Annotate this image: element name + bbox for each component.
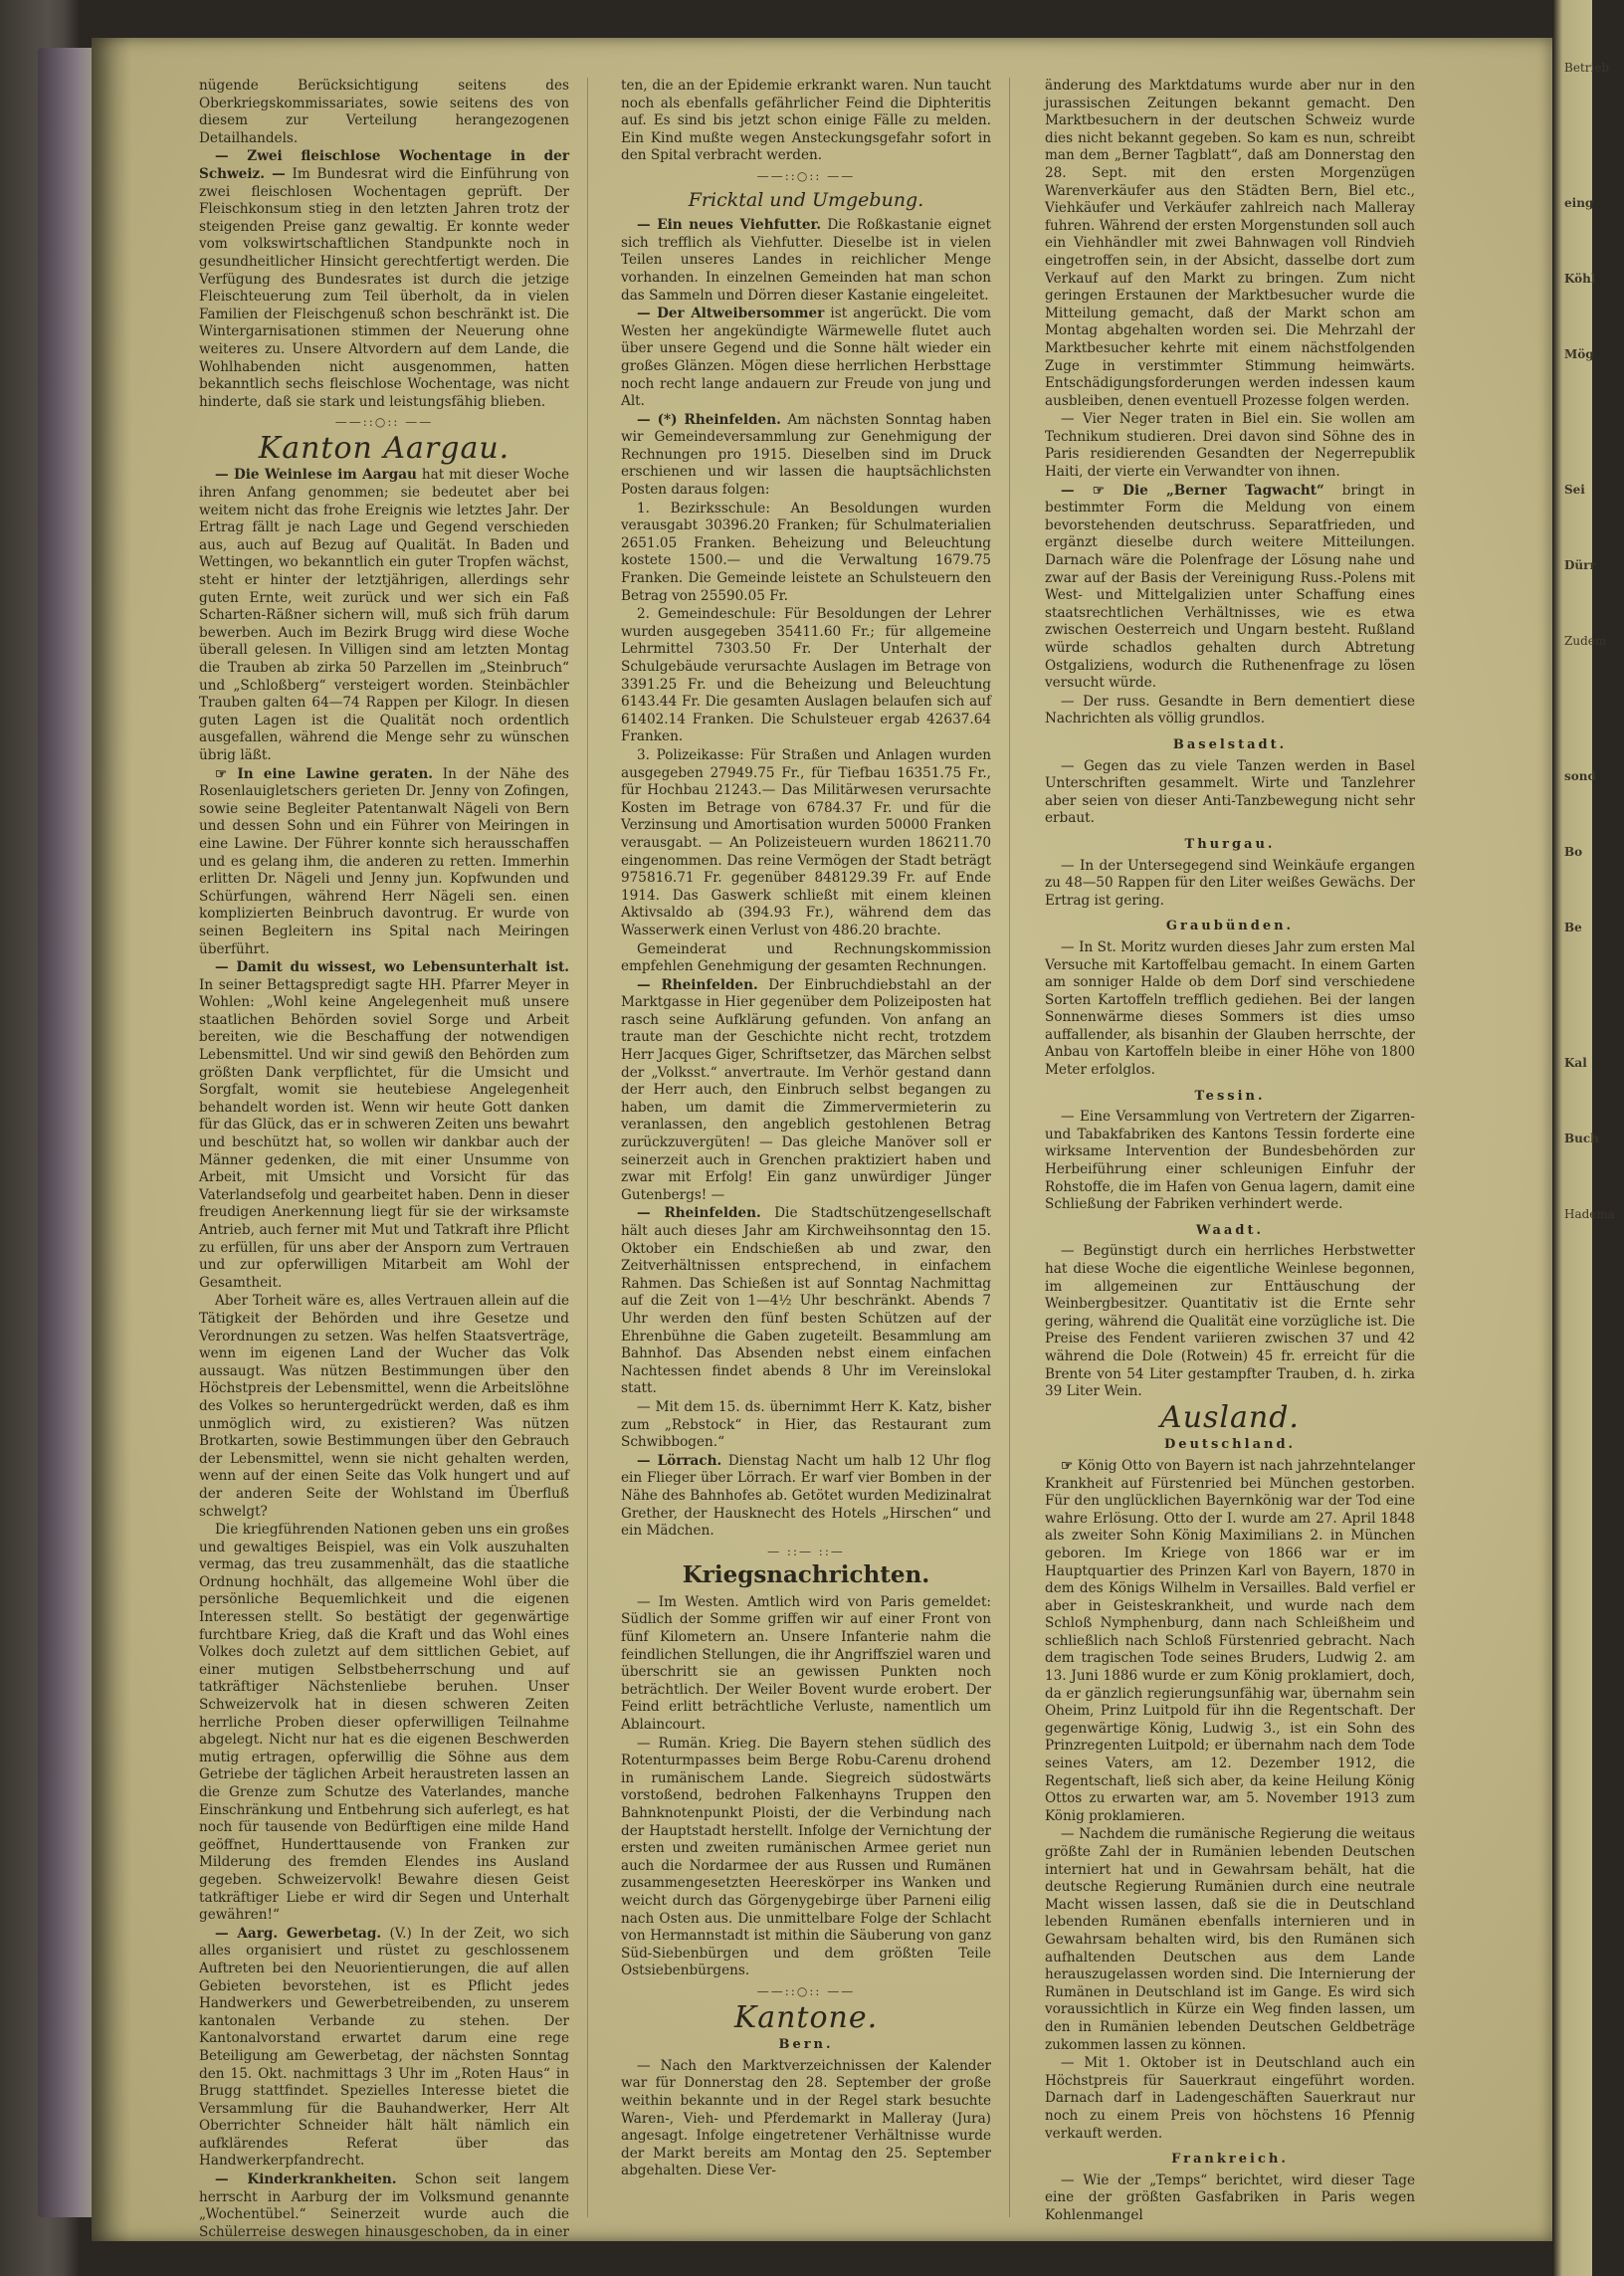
article-text: 1. Bezirksschule: An Besoldungen wurden verausgabt 30396.20 Franken; für Schulmaterialien 2651.05 Franken. Beheizung und Beleuchtung kostete 1500.— und die Verwaltung 1679.75 Franken. Die Gemeinde leistete an Schulsteuern den Betrag von 25590.05 Fr. xyxy=(621,500,991,604)
subsection-heading: Graubünden. xyxy=(1165,919,1295,934)
book-spine xyxy=(38,48,98,2217)
adjacent-page-fragment: Sei xyxy=(1564,483,1585,497)
adjacent-page-fragment: Betrieb xyxy=(1564,61,1610,75)
column-rule xyxy=(587,78,588,2217)
section-separator: — ::— ::— xyxy=(767,1544,845,1558)
article-lead: — Rheinfelden. xyxy=(637,1205,761,1222)
article-text xyxy=(199,1926,569,2171)
section-heading: Kantone. xyxy=(733,1999,879,2035)
adjacent-page-edge xyxy=(1552,0,1615,2276)
adjacent-page-fragment: Buch xyxy=(1564,1132,1599,1145)
subsection-heading: Baselstadt. xyxy=(1172,736,1288,752)
article-text: — Vier Neger traten in Biel ein. Sie wollen am Technikum studieren. Drei davon sind Söhne des in Paris residierenden Gesandten der Negerrepublik Haiti, der vierte ein Verwandter von ihnen. xyxy=(1045,411,1415,481)
article-text xyxy=(199,467,569,764)
article-lead: — Die Weinlese im Aargau xyxy=(215,467,417,484)
article-lead: — Damit du wissest, wo Lebensunterhalt ist. xyxy=(215,959,569,976)
article-text: ten, die an der Epidemie erkrankt waren. Nun taucht noch als ebenfalls gefährlicher Feind die Diphteritis auf. Es sind bis jetzt schon einige Fälle zu melden. Ein Kind mußte wegen Ansteckungsgefahr sofort in den Spital verbracht werden. xyxy=(621,78,991,164)
article-lead: — Ein neues Viehfutter. xyxy=(637,217,822,234)
article-lead: ☞ In eine Lawine geraten. xyxy=(215,765,433,782)
column-1 xyxy=(199,78,570,2258)
article-body: In seiner Bettagspredigt sagte HH. Pfarrer Meyer in Wohlen: „Wohl keine Angelegenheit muß unsere staatlichen Behörden soviel Sorge und Arbeit bereiten, wie die Beschaffung der notwendigen Lebensmittel. Und wir sind gewiß den Behörden zum größten Dank verpflichtet, für die Umsicht und Sorgfalt, womit sie heutebiese Angelegenheit behandelt worden ist. Wenn wir heute Gott danken für das Glück, das er in schweren Zeiten uns bewahrt und beschützt hat, so wollen wir dankbar auch der Männer gedenken, die mit einer Unsumme von Arbeit, mit Umsicht und Vorsicht für das Vaterlandsefolg und gearbeitet haben. Denn in dieser freudigen Anerkennung liegt für sie der wirksamste Antrieb, auch ferner mit Mut und Tatkraft ihre Pflicht zu erfüllen, für uns aber der Ansporn zum Vertrauen und zur opferwilligen Mitarbeit am Wohl der Gesamtheit. xyxy=(199,976,569,1291)
article-body: Der Einbruchdiebstahl an der Marktgasse in Hier gegenüber dem Polizeiposten hat rasch seine Aufklärung gefunden. Von anfang an traute man der Geschichte nicht recht, trotzdem Herr Jacques Giger, Schriftsetzer, das Märchen selbst der „Volksst.“ anvertraute. Im Verhör gestand dann der Herr auch, den Einbruch selbst begangen zu haben, um damit die Zimmervermieterin zu veranlassen, den angeblich gestohlenen Betrag zurückzuvergüten! — Das gleiche Manöver soll er seinerzeit auch in Grenchen praktiziert haben und zwar mit Erfolg! Ein ganz unwürdiger Jünger Gutenbergs! — xyxy=(621,976,991,1203)
article-lead: — (*) Rheinfelden. xyxy=(637,411,781,428)
article-text: — Nach den Marktverzeichnissen der Kalender war für Donnerstag den 28. September der große weithin bekannte und in der Regel stark besuchte Waren-, Vieh- und Pferdemarkt in Malleray (Jura) angesagt. Infolge eingetretener Verhältnisse wurde der Markt bereits am Montag den 25. September abgehalten. Diese Ver- xyxy=(621,2057,991,2179)
article-lead: — Kinderkrankheiten. xyxy=(215,2172,397,2188)
article-text xyxy=(199,766,569,959)
article-text: — In St. Moritz wurden dieses Jahr zum ersten Mal Versuche mit Kartoffelbau gemacht. In einem Garten am sonniger Halde ob dem Dorf sind verschiedene Sorten Kartoffeln trefflich gediehen. Bei der langen Sonnenwärme dieses Sommers ist dies umso auffallender, als bisanhin der Glauben herrschte, der Anbau von Kartoffeln bleibe in einer Höhe von 1800 Meter erfolglos. xyxy=(1045,938,1415,1079)
article-body: König Otto von Bayern ist nach jahrzehntelanger Krankheit auf Fürstenried bei München gestorben. Für den unglücklichen Bayernkönig war der Tod eine wahre Erlösung. Otto der I. wurde am 27. April 1848 als zweiter Sohn König Maximilians 2. in München geboren. Im Kriege von 1866 war er im Hauptquartier des Prinzen Karl von Bayern, 1870 in dem des Königs Wilhelm in Versailles. Bald verfiel er aber in Geisteskrankheit, und wurde nach dem Schloß Nymphenburg, dann nach Schleißheim und schließlich nach Schloß Fürstenried gebracht. Nach dem tragischen Tode seines Bruders, Ludwig 2. am 13. Juni 1886 wurde er zum König proklamiert, doch, da er gänzlich regierungsunfähig war, übernahm sein Oheim, Prinz Luitpold für ihn die Regentschaft. Der gegenwärtige König, Ludwig 3., ist ein Sohn des Prinzregenten Luitpold; er übernahm nach dem Tode seines Vaters, am 12. Dezember 1912, die Regentschaft, ließ sich aber, da keine Heilung König Ottos zu erwarten war, am 5. November 1913 zum König proklamieren. xyxy=(1045,1457,1415,1824)
article-text xyxy=(199,959,569,1292)
article-text: nügende Berücksichtigung seitens des Oberkriegskommissariates, sowie seitens des von diesem zur Verteilung herangezogenen Detailhandels. xyxy=(199,78,569,146)
column-3 xyxy=(1045,78,1415,2223)
article-text xyxy=(621,306,991,411)
adjacent-page-fragment: Mög xyxy=(1564,347,1594,361)
adjacent-page-fragment: Be xyxy=(1564,921,1582,934)
article-body: hat mit dieser Woche ihren Anfang genommen; sie bedeutet aber bei weitem nicht das frohe Ereignis wie letztes Jahr. Der Ertrag fällt je nach Lage und Gegend verschieden aus, auch auf Bezug auf Qualität. In Baden und Wettingen, wo bekanntlich ein guter Tropfen wächst, steht er hinter der letztjährigen, allerdings sehr guten Ernte, weit zurück und wer sich ein Faß Scharten-Räßner sichern will, muß sich früh darum bewerben. Auch im Bezirk Brugg wird diese Woche überall gelesen. In Villigen sind am letzten Montag die Trauben ab zirka 50 Parzellen im „Steinbruch“ und „Schloßberg“ versteigert worden. Steinbächler Trauben galten 64—74 Rappen per Kilogr. In diesen guten Lagen ist die Qualität noch ordentlich ausgefallen, während die Menge sehr zu wünschen übrig läßt. xyxy=(199,467,570,763)
section-heading: Fricktal und Umgebung. xyxy=(688,188,924,211)
article-lead: — ☞ Die „Berner Tagwacht“ xyxy=(1061,482,1324,499)
pointing-hand-icon: ☞ xyxy=(1061,1457,1074,1474)
article-text xyxy=(621,217,991,305)
page-fold-shadow xyxy=(92,38,131,2241)
adjacent-page-fragment: Köhl xyxy=(1564,272,1596,286)
article-body: Die Stadtschützengesellschaft hält auch dieses Jahr am Kirchweihsonntag den 15. Oktober ein Endschießen ab und zwar, den Zeitverhältnissen entsprechend, in einfachem Rahmen. Das Schießen ist auf Sonntag Nachmittag auf die Zeit von 1—4½ Uhr beschränkt. Abends 7 Uhr werden den fünf besten Schützen auf der Ehrenbühne die Gaben zugeteilt. Besammlung am Bahnhof. Das Absenden nebst einem einfachen Nachtessen findet abends 8 Uhr im Vereinslokal statt. xyxy=(621,1205,991,1397)
article-text xyxy=(621,977,991,1205)
section-heading: Kanton Aargau. xyxy=(258,430,510,466)
adjacent-page-fragments xyxy=(1564,60,1624,1342)
article-text xyxy=(621,1205,991,1398)
adjacent-page-fragment: Dürr xyxy=(1564,558,1596,572)
article-lead: — Rheinfelden. xyxy=(637,976,758,993)
article-body: Dienstag Nacht um halb 12 Uhr flog ein Flieger über Lörrach. Er warf vier Bomben in der Nähe des Bahnhofes ab. Getötet wurden Medizinalrat Grether, der Hausknecht des Hotels „Hirschen“ und ein Mädchen. xyxy=(621,1452,991,1540)
article-text: — Im Westen. Amtlich wird von Paris gemeldet: Südlich der Somme griffen wir auf einer Front von fünf Kilometern an. Unsere Infanterie nahm die feindlichen Stellungen, die ihr Angriffsziel waren und überschritt sie an gewissen Punkten noch beträchtlich. Der Weiler Bovent wurde erobert. Der Feind erlitt beträchtliche Verluste, namentlich um Ablaincourt. xyxy=(621,1593,991,1734)
section-heading: Ausland. xyxy=(1160,1399,1300,1435)
article-text: — Der russ. Gesandte in Bern dementiert diese Nachrichten als völlig grundlos. xyxy=(1045,693,1415,727)
section-separator: ——::○:: —— xyxy=(756,168,856,183)
article-text: 3. Polizeikasse: Für Straßen und Anlagen wurden ausgegeben 27949.75 Fr., für Tiefbau 16351.75 Fr., für Hochbau 21243.— Das Militärwesen verursachte Kosten im Betrage von 6784.37 Fr. und für die Verzinsung und Amortisation wurden 50000 Franken verausgabt. — An Polizeisteuern wurden 186211.70 eingenommen. Das reine Vermögen der Stadt beträgt 975816.71 Fr. gegenüber 848129.39 Fr. auf Ende 1914. Das Gaswerk schließt mit einem kleinen Aktivsaldo ab (394.93 Fr.), während dem das Wasserwerk einen Verlust von 486.20 brachte. xyxy=(621,746,991,938)
column-2 xyxy=(621,78,991,2217)
article-text: — Wie der „Temps“ berichtet, wird dieser Tage eine der größten Gasfabriken in Paris wegen Kohlenmangel xyxy=(1045,2172,1415,2223)
article-lead: — Aarg. Gewerbetag. xyxy=(215,1925,382,1942)
article-body: Die Roßkastanie eignet sich trefflich als Viehfutter. Dieselbe ist in vielen Teilen unseres Landes in reichlicher Menge vorhanden. In einzelnen Gemeinden hat man schon das Sammeln und Dörren dieser Kastanie eingeleitet. xyxy=(621,217,991,304)
article-lead: — Der Altweibersommer xyxy=(637,306,825,322)
section-heading: Kriegsnachrichten. xyxy=(682,1561,930,1589)
article-text: Gemeinderat und Rechnungskommission empfehlen Genehmigung der gesamten Rechnungen. xyxy=(621,940,991,975)
article-body: In der Nähe des Rosenlauigletschers gerieten Dr. Jenny von Zofingen, sowie seine Begleiter Patentanwalt Nägeli von Bern und dessen Sohn und ein Führer von Meiringen in eine Lawine. Der Führer konnte sich herausschaffen und es gelang ihm, die anderen zu retten. Immerhin erlitten Dr. Nägeli und Jenny jun. Kopfwunden und Schürfungen, während Herr Nägeli sen. einen komplizierten Beinbruch davontrug. Er wurde von seinen Begleitern ins Spital nach Meiringen überführt. xyxy=(199,765,569,957)
adjacent-page-fragment: Zudem xyxy=(1564,634,1607,648)
article-lead: — Lörrach. xyxy=(637,1452,722,1469)
article-lead: — Zwei fleischlose Wochentage in der Schweiz. — xyxy=(199,148,569,182)
section-separator: ——::○:: —— xyxy=(334,415,434,430)
article-body: bringt in bestimmter Form die Meldung von einem bevorstehenden deutschruss. Separatfrieden, und ergänzt dieselbe durch weitere Mitteilungen. Darnach wäre die Polenfrage der Lösung nahe und zwar auf der Basis der Vereinigung Russ.-Polens mit West- und Mittelgalizien unter Schaffung eines staatsrechtlichen Verhältnisses, wie es etwa zwischen Oesterreich und Ungarn besteht. Rußland würde schadlos gehalten durch Abtretung Ostgaliziens, wodurch die Ruthenenfrage zu lösen versucht würde. xyxy=(1045,482,1415,692)
article-body: Im Bundesrat wird die Einführung von zwei fleischlosen Wochentagen geprüft. Der Fleischkonsum stieg in den letzten Jahren trotz der steigenden Preise ganz gewaltig. Er konnte weder vom volkswirtschaftlichen Standpunkte noch in gesundheitlicher Hinsicht gerechtfertigt werden. Die Verfügung des Bundesrates ist durch die jetzige Fleischteuerung zum Teil überholt, da in vielen Familien der Fleischgenuß schon beschränkt ist. Die Wintergarnisationen stimmen der Neuerung ohne weiteres zu. Unsere Altvordern auf dem Lande, die Wohlhabenden nicht ausgenommen, hatten bekanntlich sechs fleischlose Wochentage, was nicht hinderte, daß sie stark und leistungsfähig blieben. xyxy=(199,165,569,410)
subsection-heading: Bern. xyxy=(778,2037,834,2053)
adjacent-page-fragment: sond xyxy=(1564,769,1596,783)
article-text: — In der Untersegegend sind Weinkäufe ergangen zu 48—50 Rappen für den Liter weißes Gewächs. Der Ertrag ist gering. xyxy=(1045,857,1415,909)
article-text: — Mit 1. Oktober ist in Deutschland auch ein Höchstpreis für Sauerkraut eingeführt worden. Darnach darf in Ladengeschäften Sauerkraut nur noch zu einem Preis von höchstens 16 Pfennig verkauft werden. xyxy=(1045,2055,1415,2142)
article-text: 2. Gemeindeschule: Für Besoldungen der Lehrer wurden ausgegeben 35411.60 Fr.; für allgemeine Lehrmittel 7303.50 Fr. Der Unterhalt der Schulgebäude verursachte Auslagen im Betrage von 3391.25 Fr. und die Beheizung und Beleuchtung 6143.44 Fr. Die gesamten Auslagen belaufen sich auf 61402.14 Franken. Die Schulsteuer ergab 42637.64 Franken. xyxy=(621,606,991,745)
article-text xyxy=(199,148,569,411)
subsection-heading: Thurgau. xyxy=(1184,836,1276,852)
subsection-heading: Deutschland. xyxy=(1163,1437,1297,1453)
article-text xyxy=(621,412,991,500)
article-text: Die kriegführenden Nationen geben uns ein großes und gewaltiges Beispiel, was ein Volk auszuhalten vermag, das treu zusammenhält, das die staatliche Ordnung hochhält, das allgemeine Wohl über die persönliche Bequemlichkeit und die eigenen Interessen stellt. So bestätigt der gegenwärtige furchtbare Krieg, daß die Kraft und das Wohl eines Volkes doch zuletzt auf dem sittlichen Gebiet, auf einer mutigen Selbstbeherrschung und auf tatkräftiger Nächstenliebe beruhen. Unser Schweizervolk hat in diesen schweren Zeiten herrliche Proben dieser opferwilligen Teilnahme abgelegt. Nicht nur hat es die eigenen Beschwerden mutig ertragen, opferwillig die Söhne aus dem Getriebe der täglichen Arbeit heraustreten lassen an die Grenze zum Schutze des Vaterlandes, manche Einschränkung und Entbehrung sich auferlegt, es hat noch für tausende von Bedürftigen eine milde Hand geöffnet, Hunderttausende von Franken zur Milderung des fremden Elendes ins Ausland gegeben. Schweizervolk! Bewahre diesen Geist tatkräftiger Liebe er wird dir Segen und Unterhalt gewähren!“ xyxy=(199,1522,569,1924)
subsection-heading: Frankreich. xyxy=(1171,2152,1289,2168)
article-text: Aber Torheit wäre es, alles Vertrauen allein auf die Tätigkeit der Behörden und ihre Gesetze und Verordnungen zu setzen. Was helfen Staatsverträge, wenn im eigenen Land der Wucher das Volk aussaugt. Was nützen Bestimmungen über den Höchstpreis der Lebensmittel, wenn die Arbeitslöhne des Volkes so heruntergedrückt werden, daß es ihm unmöglich wird, zu existieren? Was nützen Brotkarten, sowie Bestimmungen über den Gebrauch der Lebensmittel, wenn sie nicht gehalten werden, wenn auf der einen Seite das Volk hungert und auf der anderen Seite der Wohlstand im Überfluß schwelgt? xyxy=(199,1293,569,1520)
article-body: (V.) In der Zeit, wo sich alles organisiert und rüstet zu geschlossenem Auftreten bei den Neuorientierungen, die auf allen Gebieten bevorstehen, ist es Pflicht jedes Handwerkers und Gewerbetreibenden, zu unserem kantonalen Verbande zu stehen. Der Kantonalvorstand erwartet darum eine rege Beteiligung am Gewerbetag, der nächsten Sonntag den 15. Okt. nachmittags 3 Uhr im „Roten Haus“ in Brugg stattfindet. Spezielles Interesse bietet die Versammlung für die Bauhandwerker, Herr Alt Oberrichter Schneider hält hält nämlich ein aufklärendes Referat über das Handwerkerpfandrecht. xyxy=(199,1925,569,2170)
article-text: — Mit dem 15. ds. übernimmt Herr K. Katz, bisher zum „Rebstock“ in Hier, das Restaurant zum Schwibbogen.“ xyxy=(621,1398,991,1451)
adjacent-page-fragment: Kal xyxy=(1564,1056,1587,1070)
subsection-heading: Tessin. xyxy=(1194,1088,1266,1104)
adjacent-page-fragment: Bo xyxy=(1564,845,1583,859)
article-text xyxy=(1045,1458,1415,1825)
article-text: — Eine Versammlung von Vertretern der Zigarren- und Tabakfabriken des Kantons Tessin forderte eine wirksame Intervention der Bundesbehörden zur Herbeiführung einer schleunigen Einfuhr der Rohstoffe, die im Hafen von Genua lagern, damit eine Schließung der Fabriken verhindert werde. xyxy=(1045,1109,1415,1213)
article-text xyxy=(199,2172,569,2259)
section-separator: ——::○:: —— xyxy=(756,1983,856,1998)
article-text: — Rumän. Krieg. Die Bayern stehen südlich des Rotenturmpasses beim Berge Robu-Carenu drohend in rumänischem Lande. Siegreich südostwärts vorstoßend, bedrohen Falkenhayns Truppen den Bahnknotenpunkt Ploisti, der die Verbindung nach der Hauptstadt herstellt. Infolge der Vernichtung der ersten und zweiten rumänischen Armee geriet nun auch die Nordarmee der aus Russen und Rumänen zusammengesetzten Heereskörper ins Wanken und weicht durch das Görgenygebirge über Parneni eilig nach Osten aus. Die unmittelbare Folge der Schlacht von Hermannstadt ist mithin die Säuberung von ganz Süd-Siebenbürgen und dem größten Teile Ostsiebenbürgens. xyxy=(621,1735,991,1979)
article-text: — Nachdem die rumänische Regierung die weitaus größte Zahl der in Rumänien lebenden Deutschen interniert hat und in Gewahrsam behält, hat die deutsche Regierung Rumänien durch eine neutrale Macht wissen lassen, daß sie die in Deutschland lebenden Rumänen ebenfalls internieren und in Gewahrsam behalten wird, bis den Rumänen sich aufhaltenden Deutschen aus dem Lande herauszugelassen worden sind. Die Internierung der Rumänen in Deutschland ist im Gange. Es wird sich voraussichtlich in Kürze ein Weg finden lassen, um den in Rumänien lebenden Deutschen Geldbeträge zukommen lassen zu können. xyxy=(1045,1826,1415,2053)
subsection-heading: Waadt. xyxy=(1196,1222,1264,1238)
article-text: — Gegen das zu viele Tanzen werden in Basel Unterschriften gesammelt. Wirte und Tanzlehrer aber seien von dieser Anti-Tanzbewegung nicht sehr erbaut. xyxy=(1045,757,1415,827)
column-rule xyxy=(1009,78,1010,2217)
article-text xyxy=(621,1453,991,1541)
adjacent-page-fragment: eing xyxy=(1564,196,1594,210)
article-body: Schon seit langem herrscht in Aarburg der im Volksmund genannte „Wochentübel.“ Seinerzeit wurde auch die Schülerreise deswegen hinausgeschoben, da in einer Klasse 24 Kinder fehl- xyxy=(199,2172,570,2258)
article-text xyxy=(1045,483,1415,693)
article-body: ist angerückt. Die vom Westen her angekündigte Wärmewelle flutet auch über unsere Gegend und die Sonne hält wieder ein großes Glänzen. Mögen diese herrlichen Herbsttage noch recht lange andauern zur Freude von jung und Alt. xyxy=(621,306,991,410)
article-body: Am nächsten Sonntag haben wir Gemeindeversammlung zur Genehmigung der Rechnungen pro 1915. Dieselben sind im Druck erschienen und wir lassen die hauptsächlichsten Posten daraus folgen: xyxy=(621,411,991,499)
article-text: — Begünstigt durch ein herrliches Herbstwetter hat diese Woche die eigentliche Weinlese begonnen, im allgemeinen zur Enttäuschung der Weinbergbesitzer. Quantitativ ist die Ernte sehr gering, während die Qualität eine vorzügliche ist. Die Preise des Fendent variieren zwischen 37 und 42 während die Dole (Rotwein) 45 fr. erreicht für die Brente von 54 Liter gestampfter Trauben, d. h. zirka 39 Liter Wein. xyxy=(1045,1243,1415,1400)
article-text: änderung des Marktdatums wurde aber nur in den jurassischen Zeitungen bekannt gemacht. Den Marktbesuchern in der deutschen Schweiz wurde dies nicht bekannt gegeben. So kam es nun, schreibt man dem „Berner Tagblatt“, daß am Donnerstag den 28. Sept. mit den ersten Morgenzügen Warenverkäufer aus den Städten Bern, Biel etc., Viehkäufer und Verkäufer zahlreich nach Malleray fuhren. Während der ersten Morgenstunden soll auch ein Viehhändler mit zwei Bahnwagen voll Rindvieh eingetroffen sein, in der Absicht, dasselbe dort zum Verkauf auf den Markt zu bringen. Zum nicht geringen Erstaunen der Marktbesucher wurde die Mitteilung gemacht, daß der Markt schon am Montag abgehalten worden sei. Die Mehrzahl der Marktbesucher kehrte mit einem nächstfolgenden Zuge in verstimmter Stimmung heimwärts. Entschädigungsforderungen werden indessen kaum ausbleiben, denen eventuell Prozesse folgen werden. xyxy=(1045,78,1415,409)
newspaper-page xyxy=(92,38,1552,2258)
adjacent-page-fragment: Hadema xyxy=(1564,1207,1615,1221)
